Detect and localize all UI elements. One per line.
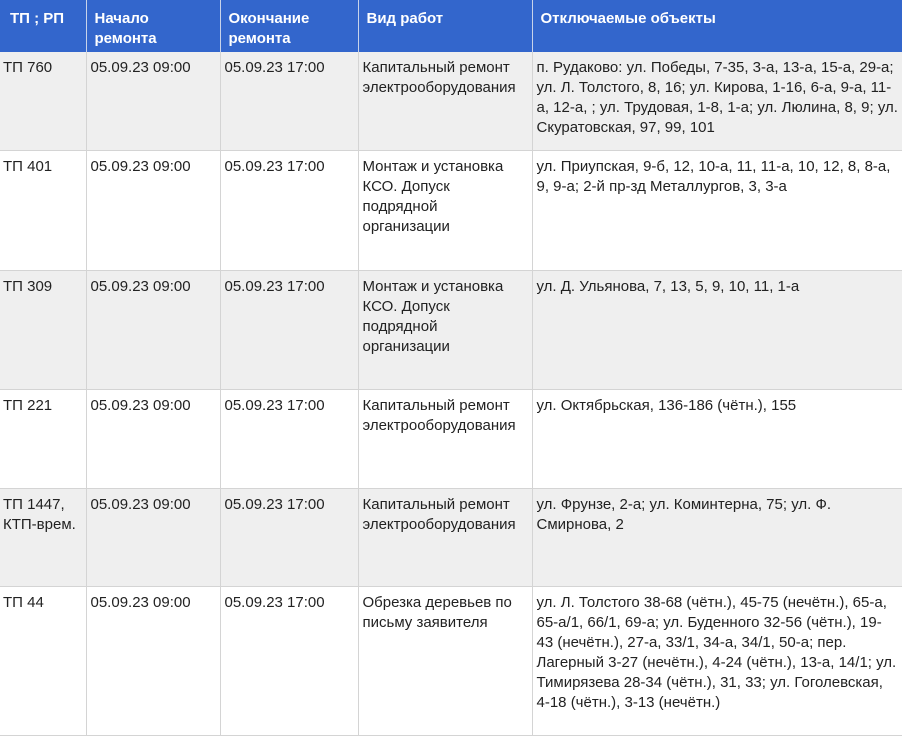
cell-work-type: Капитальный ремонт электрооборудования: [358, 52, 532, 150]
cell-end: 05.09.23 17:00: [220, 389, 358, 488]
cell-objects: ул. Л. Толстого 38-68 (чётн.), 45-75 (нечётн.), 65-а, 65-а/1, 66/1, 69-а; ул. Буденного 32-56 (чётн.), 19-43 (нечётн.), 27-а, 33/1, 34-а, 34/1, 50-а; пер. Лагерный 3-27 (нечётн.), 4-24 (чётн.), 13-а, 14/1; ул. Тимирязева 28-34 (чётн.), 31, 33; ул. Гоголевская, 4-18 (чётн.), 3-13 (нечётн.): [532, 586, 902, 735]
cell-end: 05.09.23 17:00: [220, 488, 358, 586]
cell-tp: ТП 401: [0, 150, 86, 270]
table-row: [0, 389, 902, 488]
header-start: Начало ремонта: [86, 0, 220, 52]
header-end: Окончание ремонта: [220, 0, 358, 52]
cell-start: 05.09.23 09:00: [86, 586, 220, 735]
cell-end: 05.09.23 17:00: [220, 270, 358, 389]
cell-start: 05.09.23 09:00: [86, 270, 220, 389]
cell-objects: ул. Фрунзе, 2-а; ул. Коминтерна, 75; ул. Ф. Смирнова, 2: [532, 488, 902, 586]
header-objects: Отключаемые объекты: [532, 0, 902, 52]
cell-tp: ТП 309: [0, 270, 86, 389]
cell-work-type: Монтаж и установка КСО. Допуск подрядной организации: [358, 150, 532, 270]
cell-work-type: Обрезка деревьев по письму заявителя: [358, 586, 532, 735]
header-row: [0, 0, 902, 52]
cell-work-type: Монтаж и установка КСО. Допуск подрядной организации: [358, 270, 532, 389]
table-row: [0, 150, 902, 270]
table-row: [0, 52, 902, 150]
cell-end: 05.09.23 17:00: [220, 52, 358, 150]
cell-objects: ул. Д. Ульянова, 7, 13, 5, 9, 10, 11, 1-а: [532, 270, 902, 389]
table-row: [0, 270, 902, 389]
header-tp: ТП ; РП: [0, 0, 86, 52]
cell-start: 05.09.23 09:00: [86, 389, 220, 488]
table-row: [0, 586, 902, 735]
cell-end: 05.09.23 17:00: [220, 150, 358, 270]
cell-tp: ТП 760: [0, 52, 86, 150]
cell-tp: ТП 221: [0, 389, 86, 488]
header-work-type: Вид работ: [358, 0, 532, 52]
cell-objects: ул. Октябрьская, 136-186 (чётн.), 155: [532, 389, 902, 488]
cell-objects: п. Рудаково: ул. Победы, 7-35, 3-а, 13-а, 15-а, 29-а; ул. Л. Толстого, 8, 16; ул. Кирова, 1-16, 6-а, 9-а, 11-а, 12-а, ; ул. Трудовая, 1-8, 1-а; ул. Люлина, 8, 9; ул. Скуратовская, 97, 99, 101: [532, 52, 902, 150]
cell-tp: ТП 44: [0, 586, 86, 735]
cell-start: 05.09.23 09:00: [86, 52, 220, 150]
cell-objects: ул. Приупская, 9-б, 12, 10-а, 11, 11-а, 10, 12, 8, 8-а, 9, 9-а; 2-й пр-зд Металлургов, 3, 3-а: [532, 150, 902, 270]
cell-work-type: Капитальный ремонт электрооборудования: [358, 488, 532, 586]
cell-work-type: Капитальный ремонт электрооборудования: [358, 389, 532, 488]
cell-end: 05.09.23 17:00: [220, 586, 358, 735]
cell-start: 05.09.23 09:00: [86, 488, 220, 586]
cell-start: 05.09.23 09:00: [86, 150, 220, 270]
cell-tp: ТП 1447, КТП-врем.: [0, 488, 86, 586]
table-row: [0, 488, 902, 586]
